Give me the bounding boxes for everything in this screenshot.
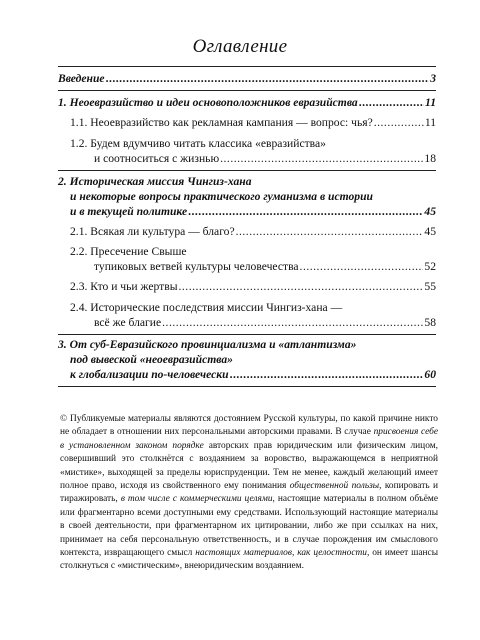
toc-leader: [106, 72, 430, 86]
toc-label: 2.3. Кто и чьи жертвы: [70, 280, 178, 293]
toc-page: 3: [430, 72, 436, 85]
toc-entry-intro[interactable]: [58, 72, 436, 86]
divider: [58, 90, 436, 91]
toc-page: 11: [424, 116, 436, 129]
copyright-text: авторских прав юридическим или физическим лицом, совершивший это столкнётся с воздаянием за воровство, выражающемся в неприятной «мистике», выходящей за пределы юриспруденции. Тем не менее, каждый желающий имеет полное право, исходя из свойственного ему понимания: [60, 440, 438, 492]
toc-page: 52: [424, 260, 436, 273]
toc-page: 60: [424, 368, 436, 381]
toc-entry-section-3[interactable]: [70, 368, 436, 382]
toc-leader: [179, 280, 424, 294]
top-divider: [58, 66, 436, 67]
copyright-text: , он имеет шансы столкнуться с «мистическим», внеюридическим воздаянием.: [60, 548, 438, 572]
toc-label: 1.1. Неоевразийство как рекламная кампания — вопрос: чья?: [70, 116, 373, 129]
toc-label: тупиковых ветвей культуры человечества: [94, 260, 299, 273]
toc-label: к глобализации по-человечески: [70, 368, 229, 381]
page-title: Оглавление: [192, 36, 288, 57]
toc-entry-2-2-line1[interactable]: 2.2. Пресечение Свыше: [70, 245, 187, 258]
divider: [58, 170, 436, 171]
toc-page: 11: [425, 96, 436, 109]
copyright-emphasis: общественной пользы: [289, 481, 380, 492]
toc-leader: [374, 116, 424, 130]
toc-entry-1-1[interactable]: [70, 116, 436, 130]
toc-label: 2.1. Всякая ли культура — благо?: [70, 225, 235, 238]
toc-label: и в текущей политике: [70, 205, 188, 218]
toc-entry-2-4[interactable]: [94, 316, 436, 330]
toc-entry-1-2[interactable]: [94, 152, 436, 166]
toc-entry-section-3-line2[interactable]: под вывеской «неоевразийства»: [70, 353, 233, 366]
copyright-emphasis: в том числе с коммерческими целями: [120, 494, 273, 505]
toc-leader: [162, 316, 423, 330]
toc-label: и соотноситься с жизнью: [94, 152, 220, 165]
toc-entry-section-2-line2[interactable]: и некоторые вопросы практического гуманизма в истории: [70, 190, 373, 203]
toc-entry-1-2-line1[interactable]: 1.2. Будем вдумчиво читать классика «евразийства»: [70, 137, 326, 150]
copyright-notice: [60, 413, 438, 574]
toc-leader: [220, 152, 423, 166]
copyright-text: , копировать и тиражировать,: [60, 481, 438, 505]
toc-label: всё же благие: [94, 316, 162, 329]
toc-leader: [300, 260, 424, 274]
toc-page: 55: [424, 280, 436, 293]
toc-entry-section-1[interactable]: [58, 96, 436, 110]
toc-leader: [359, 96, 424, 110]
toc-page: 58: [424, 316, 436, 329]
toc-entry-2-3[interactable]: [70, 280, 436, 294]
copyright-emphasis: настоящих материалов, как целостности: [195, 548, 367, 559]
toc-page: 45: [424, 205, 436, 218]
toc-leader: [230, 368, 424, 382]
toc-page: 18: [424, 152, 436, 165]
copyright-text: , настоящие материалы в полном объёме или фрагментарно всеми доступными ему средствами. Использующий настоящие материалы в своей деятельности, при фрагментарном их цитировании, либо же при ссылках на них, принимает на себя персональную ответственность, и в случае порождения им смыслового контекста, извращающего смысл: [60, 494, 438, 559]
toc-leader: [188, 205, 423, 219]
toc-label: Введение: [58, 72, 105, 85]
divider: [58, 334, 436, 335]
copyright-paragraph: [60, 413, 438, 574]
toc-entry-2-4-line1[interactable]: 2.4. Исторические последствия миссии Чингиз-хана —: [70, 301, 343, 314]
toc-entry-section-3-line1[interactable]: 3. От суб-Евразийского провинциализма и «атлантизма»: [58, 338, 357, 351]
toc-entry-section-2[interactable]: [70, 205, 436, 219]
copyright-text: © Публикуемые материалы являются достоянием Русской культуры, по какой причине никто не обладает в отношении них персональными авторскими правами. В случае: [60, 414, 438, 438]
toc-entry-2-1[interactable]: [70, 225, 436, 239]
toc-label: 1. Неоевразийство и идеи основоположников евразийства: [58, 96, 358, 109]
toc-entry-section-2-line1[interactable]: 2. Историческая миссия Чингиз-хана: [58, 175, 252, 188]
toc-leader: [236, 225, 424, 239]
copyright-emphasis: присвоения себе в установленном законом порядке: [60, 427, 438, 451]
bottom-divider: [58, 386, 436, 387]
toc-entry-2-2[interactable]: [94, 260, 436, 274]
toc-page: 45: [424, 225, 436, 238]
